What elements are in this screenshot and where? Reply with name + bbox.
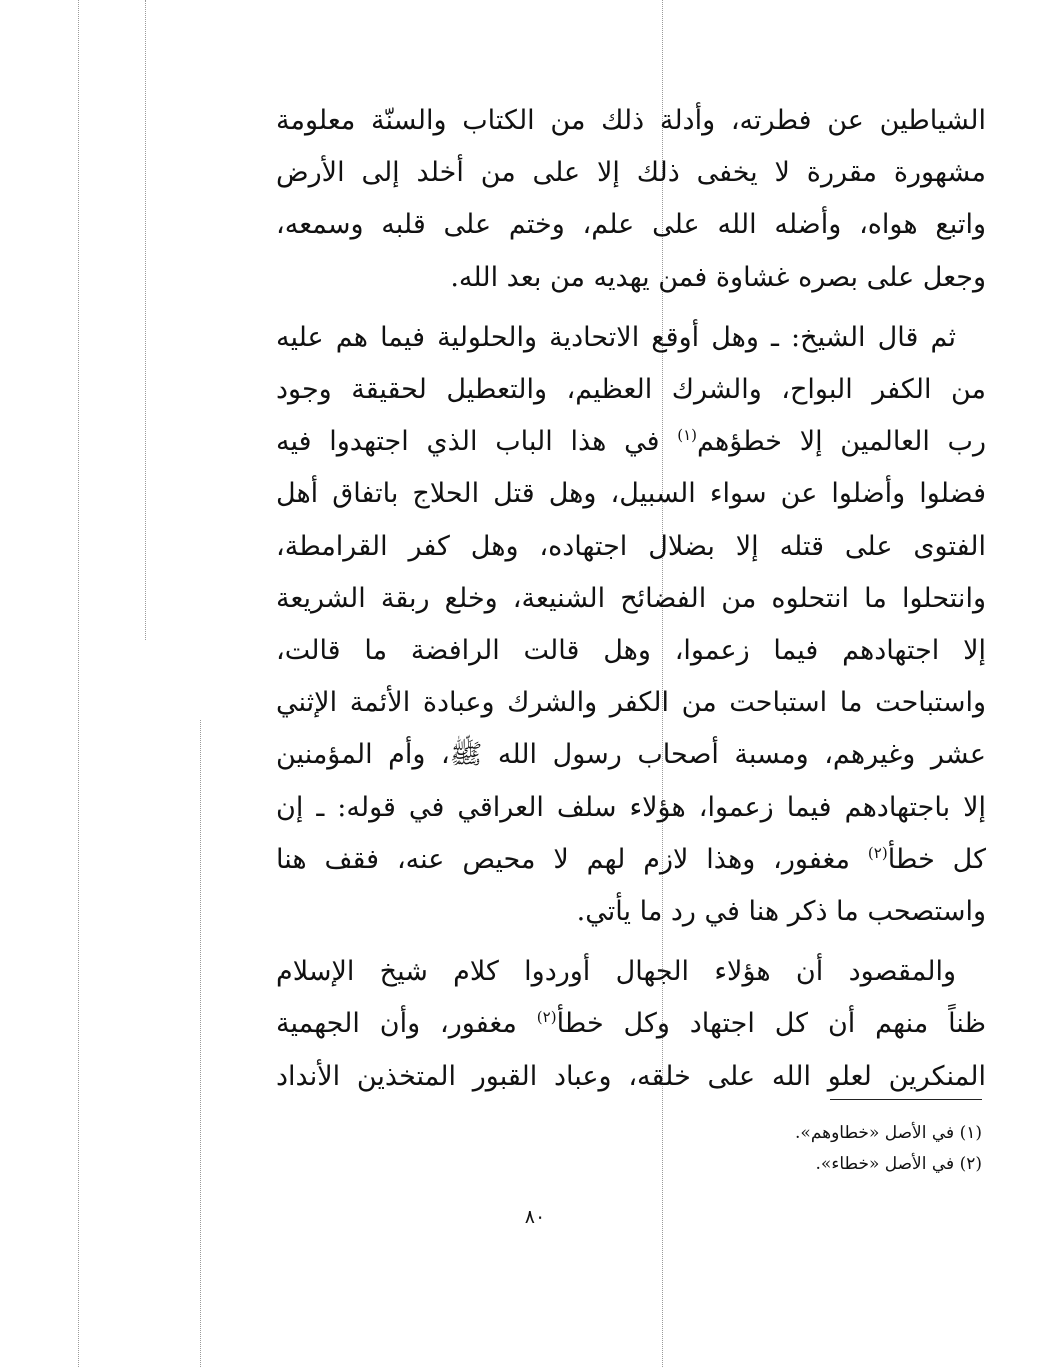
text-line: واستباحت ما استباحت من الكفر والشرك وعبادة الأئمة الإثني (276, 687, 986, 719)
text-line: وانتحلوا ما انتحلوه من الفضائح الشنيعة، وخلع ربقة الشريعة (276, 582, 986, 614)
paragraph-1 (276, 95, 986, 304)
text-line: عشر وغيرهم، ومسبة أصحاب رسول الله ﷺ، وأم المؤمنين (276, 739, 986, 771)
text-line: إلا اجتهادهم فيما زعموا، وهل قالت الرافضة ما قالت، (276, 635, 986, 667)
text-segment: ظناً منهم أن كل اجتهاد وكل خطأ (556, 1008, 986, 1040)
paragraph-3 (276, 946, 986, 1103)
text-line: المنكرين لعلو الله على خلقه، وعباد القبور المتخذين الأنداد (276, 1060, 986, 1092)
text-segment: في هذا الباب الذي اجتهدوا فيه (276, 426, 678, 458)
scan-mark-left-1 (78, 0, 79, 1367)
footnote-separator (830, 1099, 982, 1100)
text-segment: مغفور، وأن الجهمية (276, 1008, 537, 1040)
text-line: والمقصود أن هؤلاء الجهال أوردوا كلام شيخ الإسلام (276, 956, 956, 988)
text-line: من الكفر البواح، والشرك العظيم، والتعطيل لحقيقة وجود (276, 374, 986, 406)
text-line: واستصحب ما ذكر هنا في رد ما يأتي. (576, 896, 986, 928)
text-line: وجعل على بصره غشاوة فمن يهديه من بعد الله. (450, 261, 986, 293)
text-line (276, 416, 986, 468)
paragraph-2 (276, 312, 986, 938)
footnote-ref-1[interactable]: (١) (677, 426, 697, 445)
text-line (276, 998, 986, 1050)
page-number: ٨٠ (524, 1206, 546, 1228)
text-line: فضلوا وأضلوا عن سواء السبيل، وهل قتل الحلاج باتفاق أهل (276, 478, 986, 510)
scan-mark-left-2 (145, 0, 146, 640)
scan-mark-left-3 (200, 720, 201, 1367)
text-segment: مغفور، وهذا لازم لهم لا محيص عنه، فقف هنا (276, 843, 868, 875)
text-line: واتبع هواه، وأضله الله على علم، وختم على قلبه وسمعه، (276, 209, 986, 241)
footnote-ref-2[interactable]: (٢) (867, 843, 888, 862)
text-line: الفتوى على قتله إلا بضلال اجتهاده، وهل كفر القرامطة، (276, 530, 986, 562)
text-segment: كل خطأ (887, 843, 986, 875)
footnote-2: (٢) في الأصل «خطاء». (815, 1154, 982, 1174)
text-line: مشهورة مقررة لا يخفى ذلك إلا على من أخلد إلى الأرض (276, 157, 986, 189)
footnote-ref-2-repeat[interactable]: (٢) (536, 1008, 557, 1027)
text-body (276, 95, 986, 1103)
text-line: ثم قال الشيخ: ـ وهل أوقع الاتحادية والحلولية فيما هم عليه (276, 321, 956, 353)
footnotes (582, 1118, 982, 1180)
text-segment: رب العالمين إلا خطؤهم (696, 426, 986, 458)
text-line: إلا باجتهادهم فيما زعموا، هؤلاء سلف العراقي في قوله: ـ إن (276, 791, 986, 823)
text-line (276, 834, 986, 886)
footnote-1: (١) في الأصل «خطاوهم». (795, 1123, 982, 1143)
text-line: الشياطين عن فطرته، وأدلة ذلك من الكتاب والسنّة معلومة (276, 105, 986, 136)
